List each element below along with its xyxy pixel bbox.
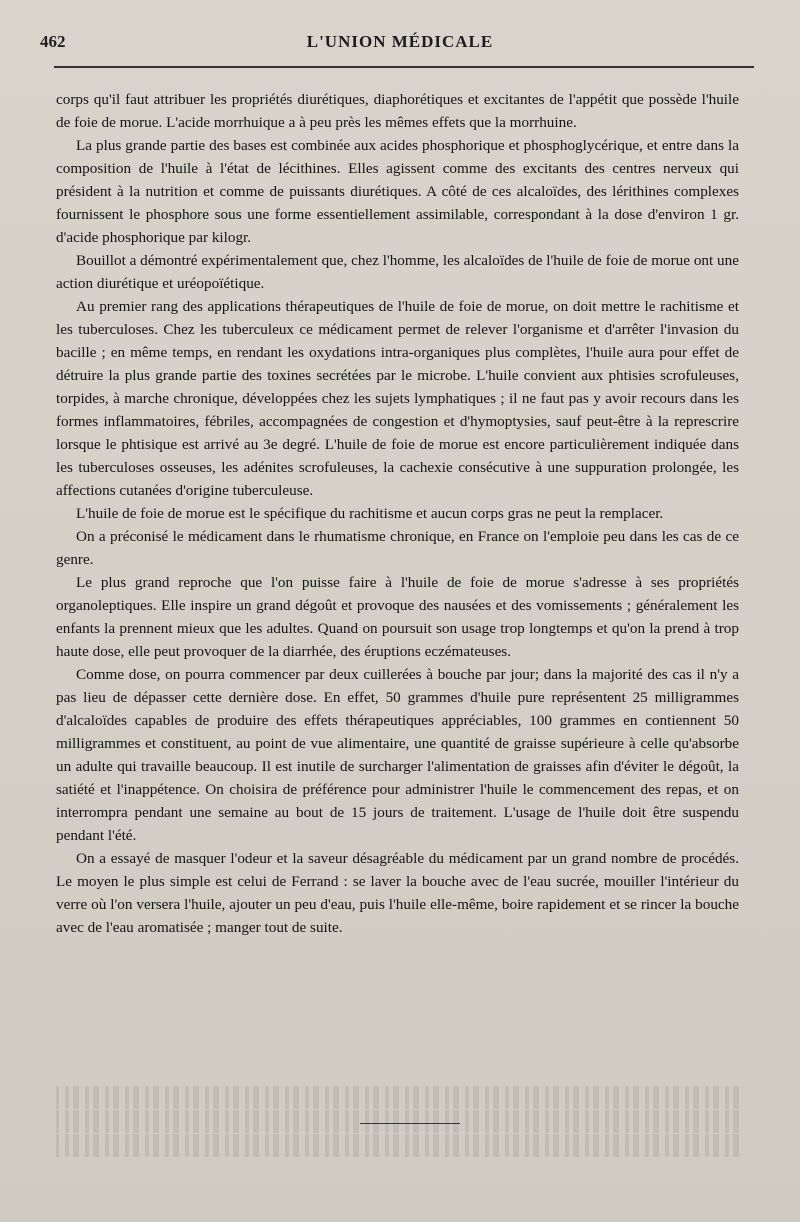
- header-rule: [54, 66, 754, 68]
- end-rule: [360, 1123, 460, 1124]
- paragraph: On a essayé de masquer l'odeur et la saveur désagréable du médicament par un grand nombre de procédés. Le moyen le plus simple est celui de Ferrand : se laver la bouche avec de l'eau sucrée, mouiller l'intérieur du verre où l'on versera l'huile, ajouter un peu d'eau, puis l'huile elle-même, boire rapidement et se rincer la bouche avec de l'eau aromatisée ; manger tout de suite.: [56, 850, 739, 936]
- paragraph: La plus grande partie des bases est combinée aux acides phosphorique et phosphoglycérique, et entre dans la composition de l'huile à l'état de lécithines. Elles agissent comme des excitants des centres nerveux qui président à la nutrition et comme de puissants diurétiques. A côté de ces alcaloïdes, des lérithines complexes fournissent le phosphore sous une forme essentiellement assimilable, correspondant à la dose d'environ 1 gr. d'acide phosphorique par kilogr.: [56, 137, 739, 246]
- paragraph: Au premier rang des applications thérapeutiques de l'huile de foie de morue, on doit mettre le rachitisme et les tuberculoses. Chez les tuberculeux ce médicament permet de relever l'organisme et d'arrêter l'invasion du bacille ; en même temps, en rendant les oxydations intra-organiques plus complètes, l'huile aura pour effet de détruire la plus grande partie des toxines secrétées par le microbe. L'huile convient aux phtisies scrofuleuses, torpides, à marche chronique, développées chez les sujets lymphatiques ; il ne faut pas y avoir recours dans les formes inflammatoires, fébriles, accompagnées de congestion et d'hymoptysies, sauf peut-être à la represcrire lorsque le phtisique est arrivé au 3e degré. L'huile de foie de morue est encore particulièrement indiquée dans les tuberculoses osseuses, les adénites scrofuleuses, la cachexie consécutive à une suppuration prolongée, les affections cutanées d'origine tuberculeuse.: [56, 298, 739, 499]
- journal-title: L'UNION MÉDICALE: [306, 32, 494, 51]
- running-head: [40, 30, 760, 60]
- body-text: [56, 88, 739, 939]
- paragraph: On a préconisé le médicament dans le rhumatisme chronique, en France on l'emploie peu dans les cas de ce genre.: [56, 528, 739, 568]
- show-through-bleed: [56, 1086, 739, 1176]
- page-number: 462: [40, 32, 66, 51]
- paragraph: corps qu'il faut attribuer les propriétés diurétiques, diaphorétiques et excitantes de l'appétit que possède l'huile de foie de morue. L'acide morrhuique a à peu près les mêmes effets que la morrhuine.: [56, 91, 739, 131]
- paragraph: Comme dose, on pourra commencer par deux cuillerées à bouche par jour; dans la majorité des cas il n'y a pas lieu de dépasser cette dernière dose. En effet, 50 grammes d'huile pure représentent 25 milligrammes d'alcaloïdes capables de produire des effets thérapeutiques appréciables, 100 grammes en contiennent 50 milligrammes et constituent, au point de vue alimentaire, une quantité de graisse supérieure à celle qu'absorbe un adulte qui travaille beaucoup. Il est inutile de surcharger l'alimentation de graisses afin d'éviter le dégoût, la satiété et l'inappétence. On choisira de préférence pour administrer l'huile le commencement des repas, et on interrompra pendant une semaine au bout de 15 jours de traitement. L'usage de l'huile doit être suspendu pendant l'été.: [56, 666, 739, 844]
- paragraph: L'huile de foie de morue est le spécifique du rachitisme et aucun corps gras ne peut la remplacer.: [76, 505, 664, 522]
- paragraph: Bouillot a démontré expérimentalement que, chez l'homme, les alcaloïdes de l'huile de foie de morue ont une action diurétique et uréopoïétique.: [56, 252, 739, 292]
- paragraph: Le plus grand reproche que l'on puisse faire à l'huile de foie de morue s'adresse à ses propriétés organoleptiques. Elle inspire un grand dégoût et provoque des nausées et des vomissements ; généralement les enfants la prennent mieux que les adultes. Quand on poursuit son usage trop longtemps et qu'on la prend à trop haute dose, elle peut provoquer de la diarrhée, des éruptions eczémateuses.: [56, 574, 739, 660]
